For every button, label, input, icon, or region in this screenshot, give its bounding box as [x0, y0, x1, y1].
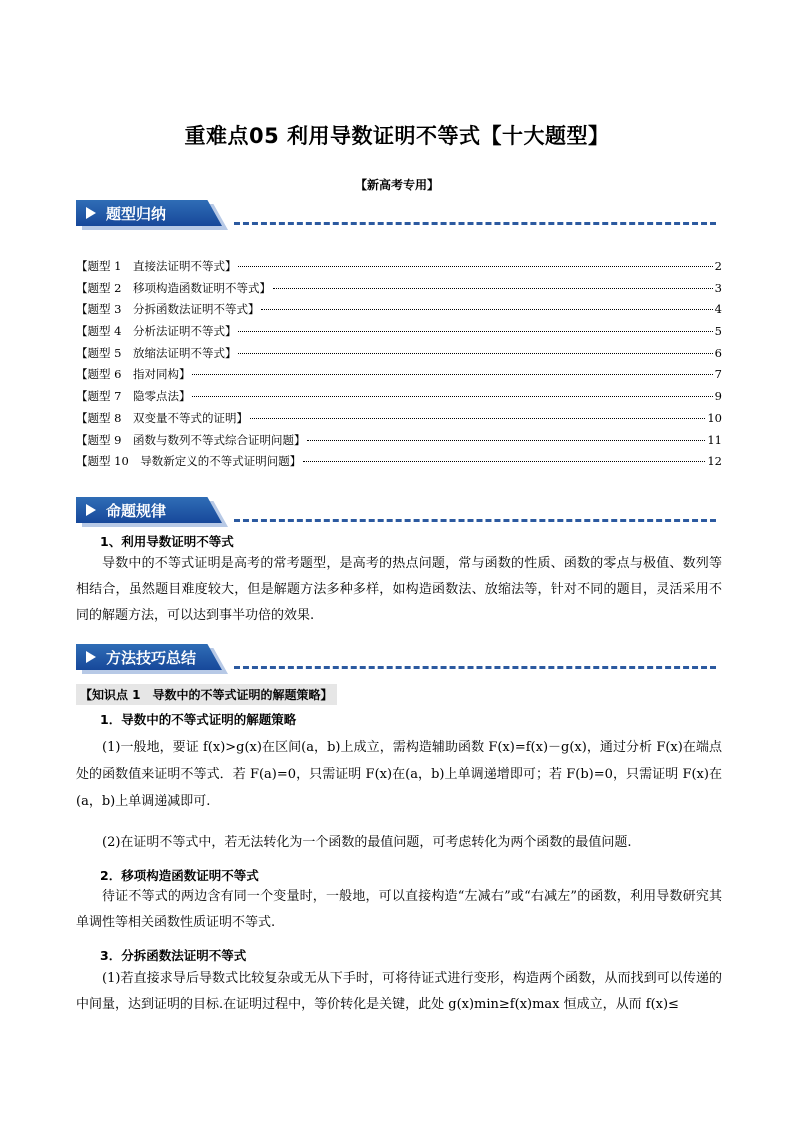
table-of-contents	[76, 258, 722, 475]
play-arrow-icon	[86, 651, 96, 663]
toc-entry[interactable]: 【题型 2 移项构造函数证明不等式】 3	[76, 280, 722, 295]
banner-label: 命题规律	[106, 502, 167, 520]
toc-entry[interactable]: 【题型 7 隐零点法】 9	[76, 389, 722, 404]
rules-heading: 1、利用导数证明不等式	[100, 534, 234, 549]
section-banner-methods	[76, 644, 716, 674]
dashed-divider	[234, 519, 716, 522]
toc-entry[interactable]: 【题型 9 函数与数列不等式综合证明问题】 11	[76, 432, 722, 447]
document-title: 重难点05 利用导数证明不等式【十大题型】	[184, 124, 610, 148]
knowledge-point-label: 【知识点 1 导数中的不等式证明的解题策略】	[76, 684, 337, 705]
section-banner-question-types	[76, 200, 716, 230]
rules-paragraph: 导数中的不等式证明是高考的常考题型，是高考的热点问题，常与函数的性质、函数的零点与极值、数列等相结合，虽然题目难度较大，但是解题方法多种多样，如构造函数法、放缩法等，针对不同的题目，灵活采用不同的解题方法，可以达到事半功倍的效果.	[76, 556, 722, 623]
play-arrow-icon	[86, 504, 96, 516]
toc-entry[interactable]: 【题型 6 指对同构】 7	[76, 367, 722, 382]
method-paragraph-1: (1)一般地，要证 f(x)>g(x)在区间(a，b)上成立，需构造辅助函数 F(x)=f(x)－g(x)，通过分析 F(x)在端点处的函数值来证明不等式．若 F(a)=0，只需证明 F(x)在(a，b)上单调递增即可；若 F(b)=0，只需证明 F(x)在(a，b)上单调递减即可.	[76, 740, 722, 809]
method-heading-3: 3．分拆函数法证明不等式	[100, 948, 247, 963]
toc-entry[interactable]: 【题型 1 直接法证明不等式】 2	[76, 259, 722, 273]
play-arrow-icon	[86, 207, 96, 219]
toc-entry[interactable]: 【题型 3 分拆函数法证明不等式】 4	[76, 302, 722, 317]
method-heading-2: 2．移项构造函数证明不等式	[100, 868, 259, 883]
toc-entry[interactable]: 【题型 8 双变量不等式的证明】 10	[76, 410, 722, 425]
dashed-divider	[234, 666, 716, 669]
method-heading-1: 1．导数中的不等式证明的解题策略	[100, 712, 297, 727]
dashed-divider	[234, 222, 716, 225]
section-banner-rules	[76, 497, 716, 527]
document-subtitle: 【新高考专用】	[354, 178, 439, 192]
method-paragraph-4: (1)若直接求导后导数式比较复杂或无从下手时，可将待证式进行变形，构造两个函数，从而找到可以传递的中间量，达到证明的目标.在证明过程中，等价转化是关键，此处 g(x)min≥f(x)max 恒成立，从而 f(x)≤	[76, 971, 722, 1012]
banner-label: 题型归纳	[106, 205, 167, 223]
banner-label: 方法技巧总结	[106, 649, 197, 667]
method-paragraph-3: 待证不等式的两边含有同一个变量时，一般地，可以直接构造“左减右”或“右减左”的函数，利用导数研究其单调性等相关函数性质证明不等式.	[76, 889, 722, 930]
method-paragraph-2: (2)在证明不等式中，若无法转化为一个函数的最值问题，可考虑转化为两个函数的最值问题.	[102, 835, 632, 850]
toc-entry[interactable]: 【题型 10 导数新定义的不等式证明问题】 12	[76, 454, 722, 469]
toc-entry[interactable]: 【题型 5 放缩法证明不等式】 6	[76, 345, 722, 360]
toc-entry[interactable]: 【题型 4 分析法证明不等式】 5	[76, 324, 722, 339]
